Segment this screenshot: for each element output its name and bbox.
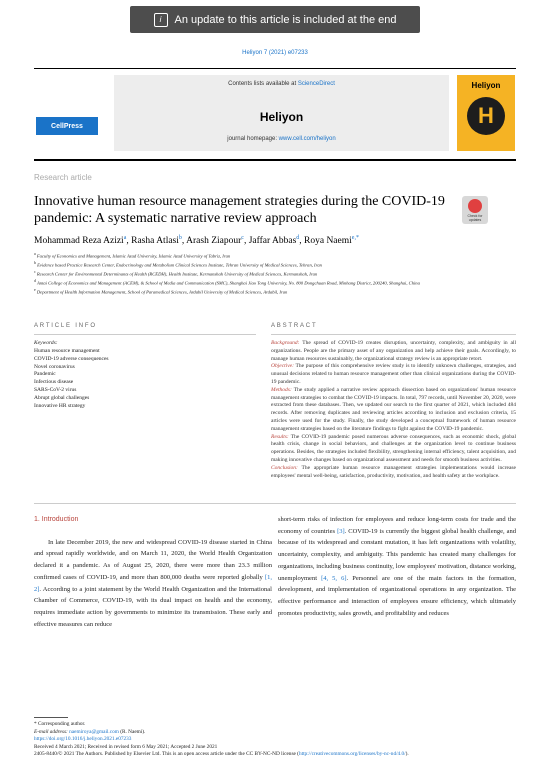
article-category: Research article <box>34 173 92 182</box>
citation-link[interactable]: [4, 5, 6] <box>321 574 347 582</box>
keyword: SARS-CoV-2 virus <box>34 386 77 393</box>
abstract-methods: Methods: The study applied a narrative review approach dissection based on organizations' human resource management strategies to combat the COVID-19 impacts. In total, 797 records, until November 20, 2020, were extracted from these databases. Then, we updated our search to the first quarter of 2021, which included 484 records. After removing duplicates and reviewing articles according to inclusion and exclusion criteria, 15 articles were used for the study. Finally, the study developed a conceptual framework of human resource management strategies based on the literature findings to fight against the COVID-19 pandemic. <box>271 386 516 432</box>
article-info-rule <box>34 334 256 335</box>
email-link[interactable]: naemiroya@gmail.com <box>69 728 119 735</box>
abstract-background: Background: The spread of COVID-19 creates disruption, uncertainty, complexity, and ambiguity in all organizations. People are the primary asset of any organization and help achieve their goals. Accordingly, to manage human resources sustainably, the organizational strategy review is an appropriate retort. <box>271 340 516 362</box>
citation-link[interactable]: [3] <box>337 527 345 535</box>
affiliation: $^e$ Department of Health Information Management, School of Paramedical Sciences, Ardabil University of Medical Sciences, Ardabil, Iran <box>34 287 288 295</box>
email-line: E-mail address: naemiroya@gmail.com (R. Naemi). <box>34 728 146 735</box>
journal-title: Heliyon <box>259 110 304 124</box>
affiliation: $^d$ Antai College of Economics and Management (ACEM), & School of Media and Communication (SMC), Shanghai Jiao Tong University, No. 800 Dongchuan Road, Minhang District, 200240, Shanghai, China <box>34 278 420 286</box>
abstract-bottom-rule <box>34 503 516 504</box>
footnote-rule <box>34 717 68 718</box>
check-for-updates-button[interactable] <box>462 196 488 224</box>
intro-paragraph: short-term risks of infection for employees and reduce long-term costs for trade and the economy of countries [3]. COVID-19 is currently the biggest global health challenge, and because of its widespread and constant mutation, it has left organizations with volatility, uncertainty, complexity, and ambiguity. This pandemic has created many challenges for organizations, including business continuity, low employees' motivation, distance working, unemployment [4, 5, 6]. Personnel are one of the main factors in the formation, development, and implementation of organizational operations in any organization. The effective performance and interaction of employees ensure efficiency, which ultimately promotes productivity, sales growth, and profitability and reduces <box>278 516 517 617</box>
author[interactable]: Roya Naemi$^{e,*}$ <box>304 235 359 247</box>
check-updates-label: Check for updates <box>467 214 483 222</box>
cover-logo: H <box>467 97 505 135</box>
contents-line <box>114 81 449 87</box>
license-link[interactable]: http://creativecommons.org/licenses/by-nc-nd/4.0/ <box>298 751 406 758</box>
publisher-logo-area <box>34 73 112 157</box>
keyword: Innovative HR strategy <box>34 402 86 409</box>
homepage-line <box>114 136 449 142</box>
author-list: Mohammad Reza Azizi$^a$, Rasha Atlasi$^b$, Arash Ziapour$^c$, Jaffar Abbas$^d$, Roya Naemi$^{e,*}$ <box>34 235 359 247</box>
corresponding-author-note: * Corresponding author. <box>34 721 86 727</box>
journal-info-box <box>114 75 449 151</box>
contents-prefix: Contents lists available at <box>228 81 298 87</box>
homepage-link[interactable]: www.cell.com/heliyon <box>278 136 336 142</box>
received-dates: Received 4 March 2021; Received in revised form 6 May 2021; Accepted 2 June 2021 <box>34 743 218 750</box>
journal-header <box>34 66 516 156</box>
doi-line <box>34 736 516 744</box>
abstract-rule <box>271 334 516 335</box>
author[interactable]: Rasha Atlasi$^b$ <box>131 235 182 247</box>
intro-left-column <box>34 514 272 630</box>
update-banner[interactable] <box>130 6 420 33</box>
journal-reference[interactable]: Heliyon 7 (2021) e07233 <box>242 50 308 56</box>
author[interactable]: Jaffar Abbas$^d$ <box>248 235 300 247</box>
affiliation: $^a$ Faculty of Economics and Management, Islamic Azad University, Islamic Azad University of Tabriz, Iran <box>34 252 231 259</box>
doi-link[interactable]: https://doi.org/10.1016/j.heliyon.2021.e07233 <box>34 736 132 743</box>
abstract-conclusion: Conclusion: The appropriate human resource management strategies implementations would increase employees' mental well-being, satisfaction, productivity, motivation, and health safety at the workplace. <box>271 464 517 479</box>
intro-paragraph: In late December 2019, the new and widespread COVID-19 disease started in China and spread rapidly worldwide, and on March 11, 2020, the World Health Organization declared it a pandemic. As of August 25, 2020, there were more than 23.3 million confirmed cases of COVID-19, and more than 800,000 deaths were reported globally [1, 2]. According to a joint statement by the World Health Organization and the International Chamber of Commerce, COVID-19, with its dual impact on health and the economy, requires immediate action by governments to minimize its transmission. These early and effective measures can reduce <box>34 538 272 628</box>
license-line: 2405-8440/© 2021 The Authors. Published by Elsevier Ltd. This is an open access article under the CC BY-NC-ND license (http://creativecommons.org/licenses/by-nc-nd/4.0/). <box>34 751 409 758</box>
footnotes <box>34 721 516 759</box>
keyword: Infectious disease <box>34 379 74 386</box>
abstract-objective: Objective: The purpose of this comprehensive review study is to identify unknown challenges, strategies, and unusual decisions related to human resource management other than clinical organizations during the COVID-19 pandemic. <box>271 363 516 385</box>
sciencedirect-link[interactable]: ScienceDirect <box>297 81 335 87</box>
keyword: Novel coronavirus <box>34 363 75 370</box>
update-banner-text: An update to this article is included at the end <box>174 13 397 26</box>
abstract-heading: ABSTRACT <box>271 323 318 329</box>
header-bottom-rule <box>34 159 516 161</box>
intro-right-column <box>278 514 516 619</box>
keyword: Abrupt global challenges <box>34 394 90 401</box>
keywords-list <box>34 348 109 410</box>
author[interactable]: Arash Ziapour$^c$ <box>186 235 244 247</box>
keywords-label: Keywords: <box>34 340 58 346</box>
journal-cover[interactable] <box>457 75 515 151</box>
author[interactable]: Mohammad Reza Azizi$^a$ <box>34 235 127 247</box>
affiliations <box>34 251 514 296</box>
abstract-body <box>271 340 516 480</box>
keyword: Pandemic <box>34 371 56 378</box>
affiliation: $^b$ Evidence based Practice Research Center, Endocrinology and Metabolism Clinical Sciences Institute, Tehran University of Medical Sciences, Tehran, Iran <box>34 260 322 268</box>
citation-link[interactable]: [1, 2] <box>34 573 272 593</box>
homepage-prefix: journal homepage: <box>227 136 279 142</box>
info-icon: i <box>154 13 168 27</box>
cover-title: Heliyon <box>471 81 501 90</box>
cellpress-logo: CellPress <box>36 117 98 135</box>
abstract-results: Results: The COVID-19 pandemic posed numerous adverse consequences, such as economic shock, global health crisis, change in social behaviors, and challenges at the organization level to continue business operations. Besides, the strategies included flexibility, strengthening internal efficiency, talent acquisition, and making innovative changes based on organizational assessment and needs for smooth business activities. <box>271 433 516 463</box>
article-info-heading: ARTICLE INFO <box>34 323 97 329</box>
keyword: Human resource management <box>34 348 100 354</box>
check-updates-icon <box>468 199 482 213</box>
affiliation: $^c$ Research Center for Environmental Determinants of Health (RCEDH), Health Institute, Kermanshah University of Medical Sciences, Kermanshah, Iran <box>34 269 318 277</box>
intro-heading: 1. Introduction <box>34 516 79 523</box>
keyword: COVID-19 adverse consequences <box>34 355 109 362</box>
article-title: Innovative human resource management strategies during the COVID-19 pandemic: A systematic narrative review approach <box>34 194 445 226</box>
